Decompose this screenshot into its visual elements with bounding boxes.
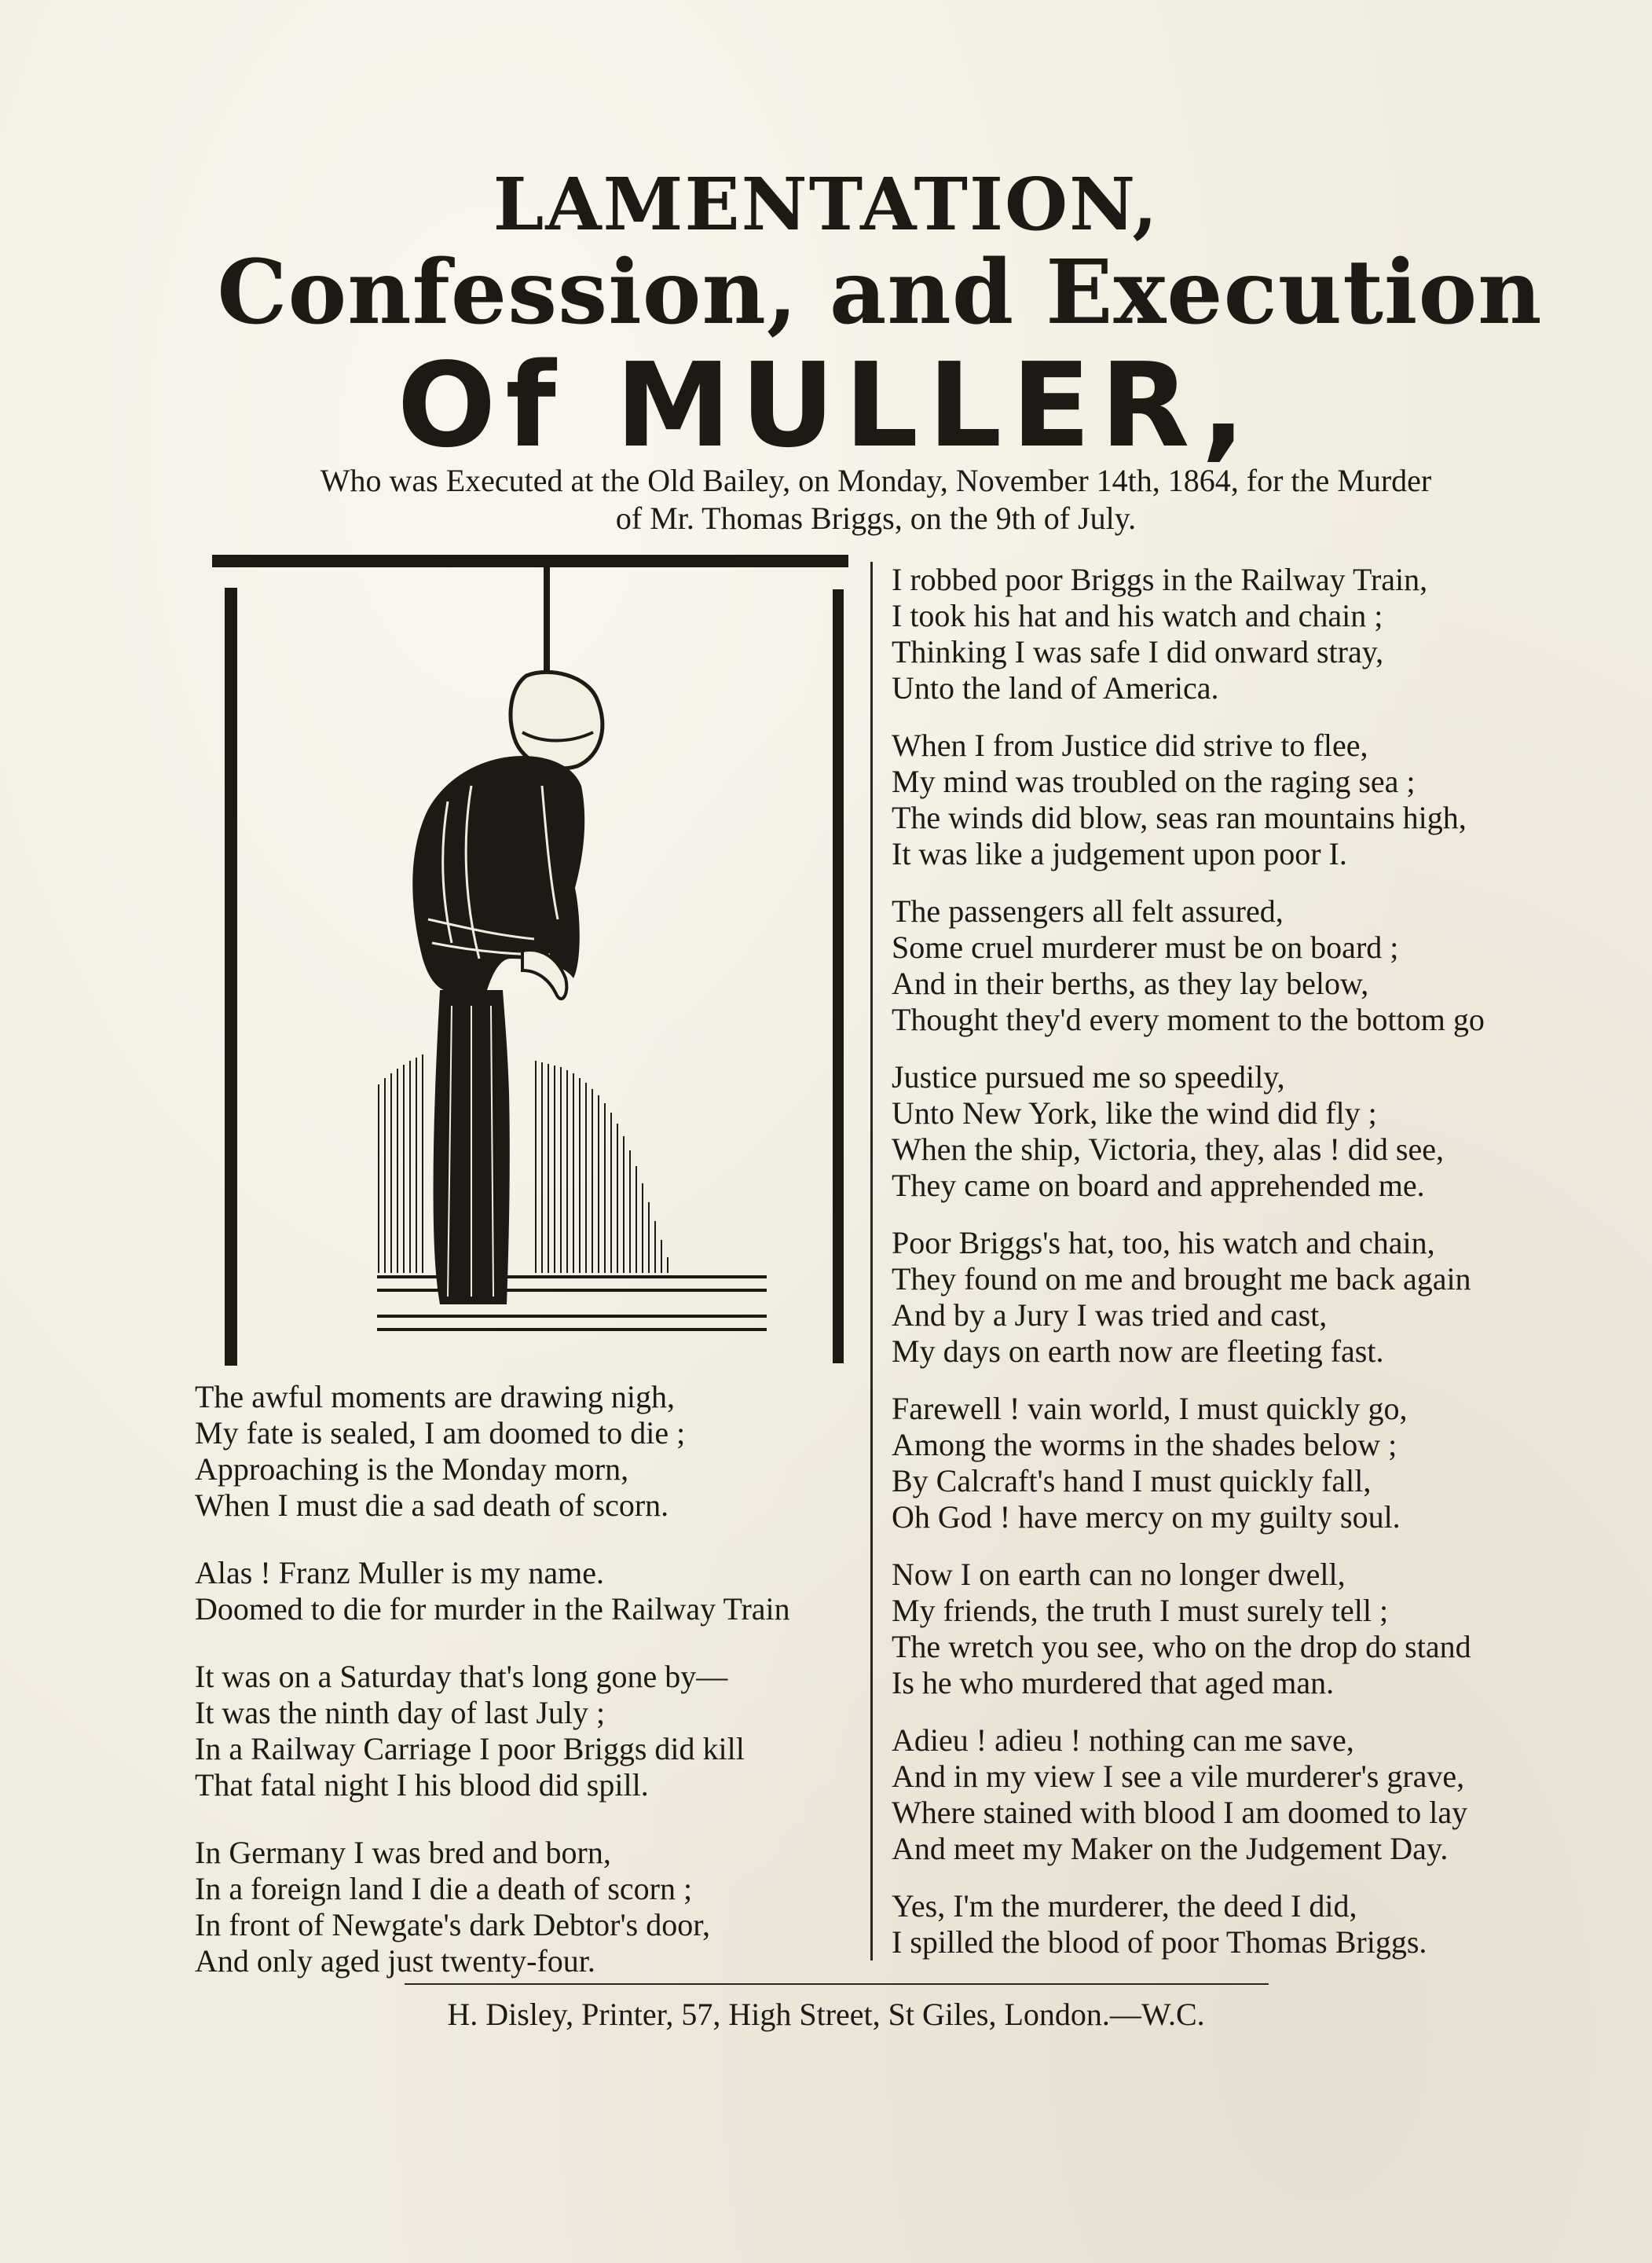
subtitle: [181, 462, 1571, 537]
footer-rule: [405, 1983, 1269, 1985]
verse-line: By Calcraft's hand I must quickly fall,: [892, 1463, 1372, 1498]
stanza: [892, 1722, 1583, 1867]
verse-line: They came on board and apprehended me.: [892, 1168, 1425, 1203]
verse-line: Unto New York, like the wind did fly ;: [892, 1095, 1377, 1131]
verse-line: In a foreign land I die a death of scorn ;: [195, 1871, 693, 1906]
verse-line: The winds did blow, seas ran mountains high,: [892, 800, 1467, 835]
verse-line: Alas ! Franz Muller is my name.: [195, 1555, 604, 1590]
title-lamentation: LAMENTATION,: [493, 162, 1159, 247]
verse-line: In a Railway Carriage I poor Briggs did kill: [195, 1731, 745, 1766]
verse-line: And in my view I see a vile murderer's grave,: [892, 1759, 1465, 1794]
subtitle-line-1: Who was Executed at the Old Bailey, on Monday, November 14th, 1864, for the Murder: [320, 463, 1432, 498]
stanza: [892, 562, 1583, 706]
verse-line: Some cruel murderer must be on board ;: [892, 930, 1399, 965]
title-confession-execution: Confession, and Execution: [217, 241, 1543, 344]
verse-line: I took his hat and his watch and chain ;: [892, 598, 1383, 633]
verse-line: It was on a Saturday that's long gone by—: [195, 1659, 728, 1694]
stanza: [195, 1379, 870, 1524]
verse-line: It was like a judgement upon poor I.: [892, 836, 1347, 871]
verse-line: My mind was troubled on the raging sea ;: [892, 764, 1416, 799]
stanza: [195, 1555, 870, 1627]
stanza: [892, 728, 1583, 872]
verse-line: My fate is sealed, I am doomed to die ;: [195, 1415, 686, 1451]
verses-left-column: [195, 1379, 870, 2011]
verse-line: When the ship, Victoria, they, alas ! did see,: [892, 1132, 1444, 1167]
verse-line: And meet my Maker on the Judgement Day.: [892, 1831, 1449, 1866]
verse-line: Doomed to die for murder in the Railway Train: [195, 1591, 790, 1627]
verse-line: Justice pursued me so speedily,: [892, 1059, 1285, 1095]
title-of-muller: Of MULLER,: [397, 338, 1255, 473]
stanza: [892, 893, 1583, 1038]
verse-line: Unto the land of America.: [892, 670, 1219, 706]
verse-line: In front of Newgate's dark Debtor's door,: [195, 1907, 710, 1942]
column-divider: [870, 562, 873, 1960]
verse-line: When I from Justice did strive to flee,: [892, 728, 1368, 763]
verse-line: My days on earth now are fleeting fast.: [892, 1333, 1384, 1369]
subtitle-line-2: of Mr. Thomas Briggs, on the 9th of July.: [615, 501, 1137, 536]
hanged-man-woodcut-icon: [212, 550, 856, 1367]
stanza: [892, 1225, 1583, 1370]
stanza: [892, 1391, 1583, 1535]
verse-line: And in their berths, as they lay below,: [892, 966, 1369, 1001]
stanza: [195, 1835, 870, 1979]
verse-line: In Germany I was bred and born,: [195, 1835, 611, 1870]
verse-line: Thinking I was safe I did onward stray,: [892, 634, 1384, 669]
verse-line: That fatal night I his blood did spill.: [195, 1767, 649, 1803]
printer-imprint: H. Disley, Printer, 57, High Street, St Giles, London.—W.C.: [447, 1997, 1205, 2032]
verse-line: Adieu ! adieu ! nothing can me save,: [892, 1722, 1354, 1758]
verse-line: And only aged just twenty-four.: [195, 1943, 595, 1979]
verse-line: I spilled the blood of poor Thomas Briggs.: [892, 1924, 1427, 1960]
verse-line: I robbed poor Briggs in the Railway Train,: [892, 562, 1428, 597]
verses-right-column: [892, 562, 1583, 1982]
verse-line: It was the ninth day of last July ;: [195, 1695, 606, 1730]
verse-line: The passengers all felt assured,: [892, 893, 1284, 929]
verse-line: When I must die a sad death of scorn.: [195, 1487, 669, 1523]
verse-line: Thought they'd every moment to the bottom go: [892, 1002, 1485, 1037]
verse-line: The wretch you see, who on the drop do stand: [892, 1629, 1471, 1664]
verse-line: Oh God ! have mercy on my guilty soul.: [892, 1499, 1401, 1535]
verse-line: Now I on earth can no longer dwell,: [892, 1557, 1346, 1592]
verse-line: They found on me and brought me back again: [892, 1261, 1471, 1297]
verse-line: The awful moments are drawing nigh,: [195, 1379, 675, 1414]
verse-line: Poor Briggs's hat, too, his watch and chain,: [892, 1225, 1435, 1260]
verse-line: Where stained with blood I am doomed to lay: [892, 1795, 1468, 1830]
verse-line: My friends, the truth I must surely tell ;: [892, 1593, 1389, 1628]
stanza: [195, 1659, 870, 1803]
stanza: [892, 1557, 1583, 1701]
verse-line: Is he who murdered that aged man.: [892, 1665, 1335, 1700]
verse-line: And by a Jury I was tried and cast,: [892, 1297, 1328, 1333]
stanza: [892, 1888, 1583, 1960]
verse-line: Yes, I'm the murderer, the deed I did,: [892, 1888, 1357, 1924]
verse-line: Among the worms in the shades below ;: [892, 1427, 1397, 1462]
stanza: [892, 1059, 1583, 1204]
verse-line: Approaching is the Monday morn,: [195, 1451, 629, 1487]
verse-line: Farewell ! vain world, I must quickly go,: [892, 1391, 1408, 1426]
